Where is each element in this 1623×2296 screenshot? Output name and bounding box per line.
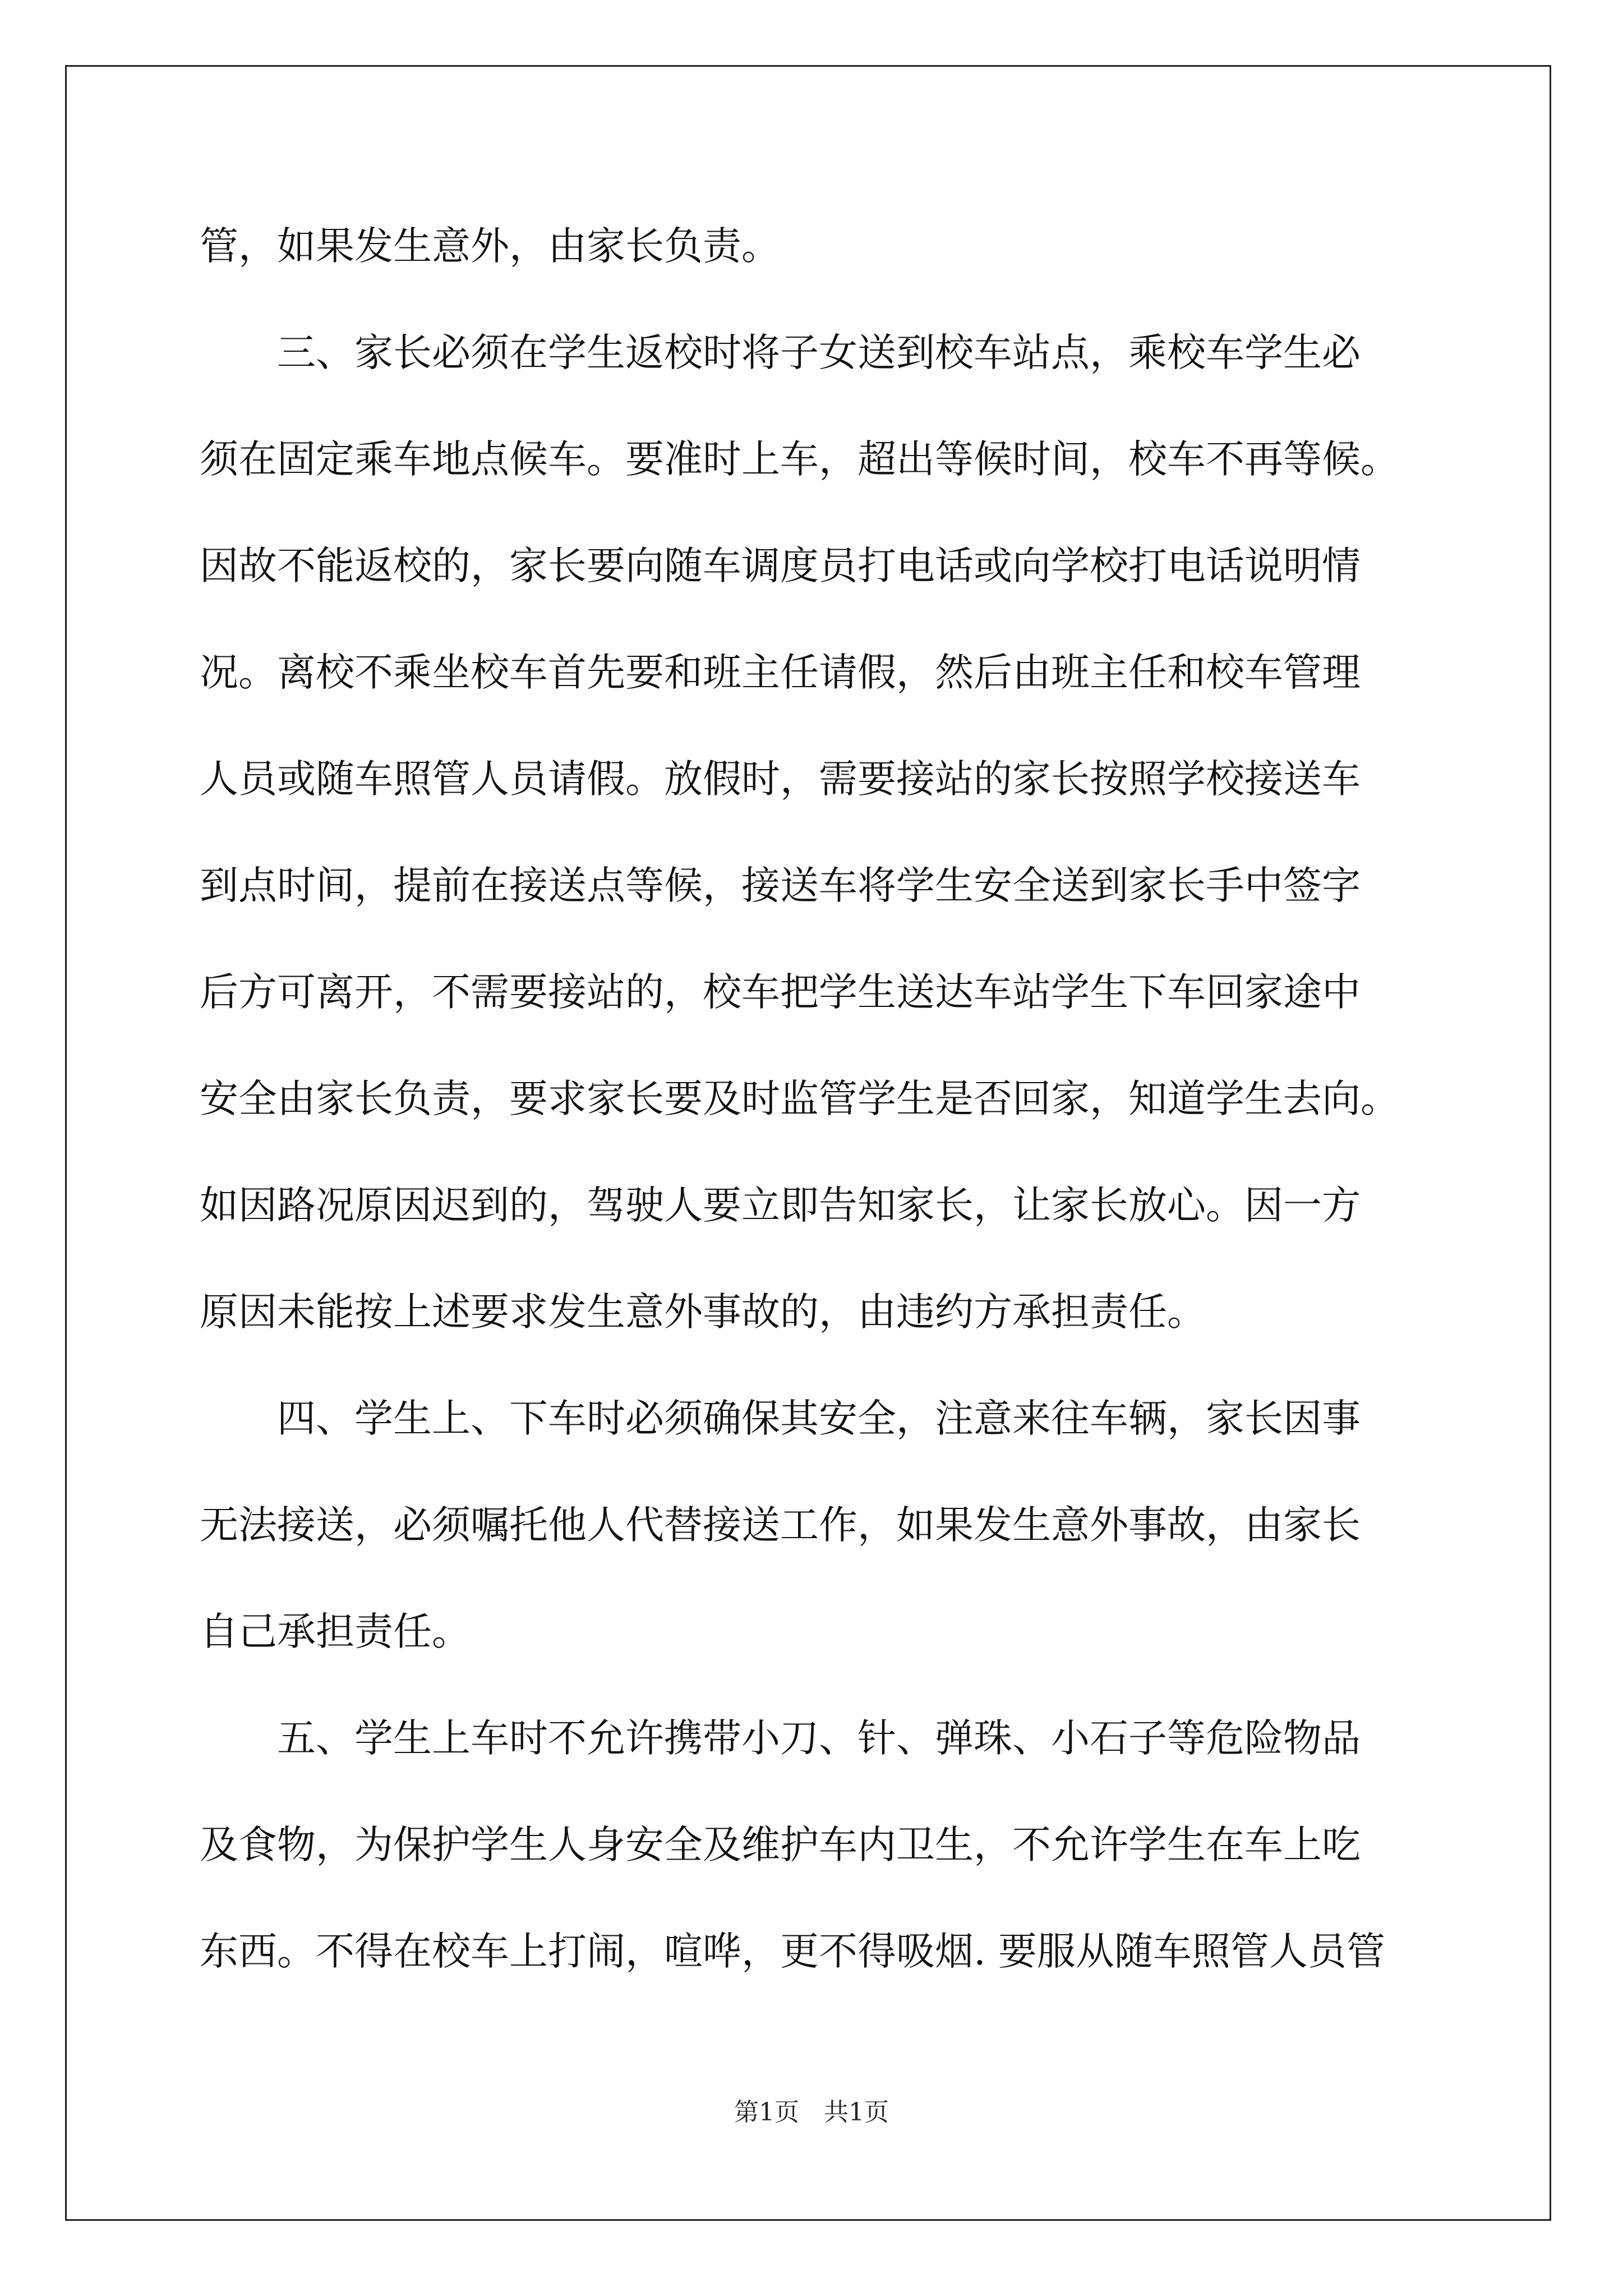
text-line: 及食物，为保护学生人身安全及维护车内卫生，不允许学生在车上吃 xyxy=(200,1823,1361,1867)
text-line: 如因路况原因迟到的，驾驶人要立即告知家长，让家长放心。因一方 xyxy=(200,1183,1361,1228)
text-line: 无法接送，必须嘱托他人代替接送工作，如果发生意外事故，由家长 xyxy=(200,1503,1361,1548)
page-number-footer: 第1页 共1页 xyxy=(734,2098,889,2127)
document-body xyxy=(200,215,1425,2027)
text-line: 五、学生上车时不允许携带小刀、针、弹珠、小石子等危险物品 xyxy=(200,1716,1361,1761)
text-line: 因故不能返校的，家长要向随车调度员打电话或向学校打电话说明情 xyxy=(200,544,1361,588)
text-line: 人员或随车照管人员请假。放假时，需要接站的家长按照学校接送车 xyxy=(200,757,1361,802)
text-line: 安全由家长负责，要求家长要及时监管学生是否回家，知道学生去向。 xyxy=(200,1076,1399,1121)
text-line: 后方可离开，不需要接站的，校车把学生送达车站学生下车回家途中 xyxy=(200,970,1361,1015)
text-line: 况。离校不乘坐校车首先要和班主任请假，然后由班主任和校车管理 xyxy=(200,650,1361,695)
text-line: 管，如果发生意外，由家长负责。 xyxy=(200,224,780,269)
text-line: 四、学生上、下车时必须确保其安全，注意来往车辆，家长因事 xyxy=(200,1396,1361,1441)
text-line: 须在固定乘车地点候车。要准时上车，超出等候时间，校车不再等候。 xyxy=(200,437,1399,482)
text-line: 东西。不得在校车上打闹，喧哗，更不得吸烟. 要服从随车照管人员管 xyxy=(200,1929,1385,1974)
text-line: 自己承担责任。 xyxy=(200,1609,471,1654)
text-line: 到点时间，提前在接送点等候，接送车将学生安全送到家长手中签字 xyxy=(200,863,1361,908)
text-line: 原因未能按上述要求发生意外事故的，由违约方承担责任。 xyxy=(200,1290,1206,1335)
text-line: 三、家长必须在学生返校时将子女送到校车站点，乘校车学生必 xyxy=(200,330,1361,375)
